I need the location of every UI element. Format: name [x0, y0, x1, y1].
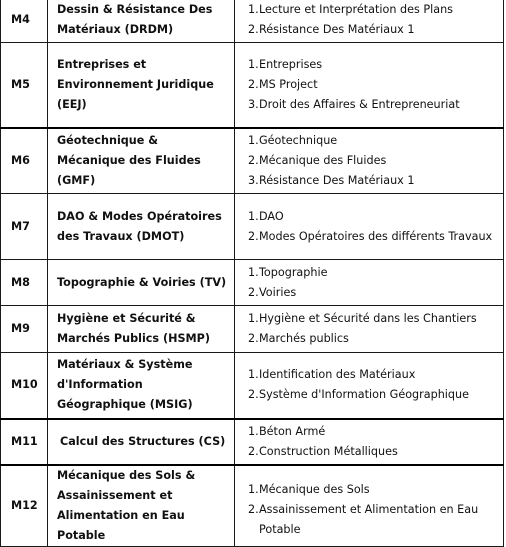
subject-item: 2. Voiries — [248, 285, 297, 299]
subject-item: 1. DAO — [248, 209, 284, 223]
module-subjects — [235, 128, 504, 194]
module-code: M7 — [1, 194, 48, 260]
subject-item: 2. Mécanique des Fluides — [248, 153, 387, 167]
module-code: M11 — [1, 419, 48, 465]
module-row-m4 — [1, 0, 504, 43]
module-subjects — [235, 353, 504, 419]
module-row-m8 — [1, 260, 504, 306]
subject-item: 3. Résistance Des Matériaux 1 — [248, 173, 415, 187]
subject-item: 1. Géotechnique — [248, 133, 338, 147]
module-subjects — [235, 0, 504, 43]
module-name: Topographie & Voiries (TV) — [48, 260, 235, 306]
module-row-m11 — [1, 419, 504, 465]
subject-item: 1. Entreprises — [248, 57, 323, 71]
module-row-m6 — [1, 128, 504, 194]
subject-item: 1. Topographie — [248, 265, 328, 279]
module-name: DAO & Modes Opératoires des Travaux (DMOT) — [48, 194, 235, 260]
subject-item: 3. Droit des Affaires & Entrepreneuriat — [248, 97, 460, 111]
module-name: Entreprises et Environnement Juridique (EEJ) — [48, 43, 235, 128]
module-row-m9 — [1, 306, 504, 353]
module-name: Mécanique des Sols & Assainissement et Alimentation en Eau Potable — [48, 465, 235, 547]
module-name: Calcul des Structures (CS) — [48, 419, 235, 465]
module-subjects — [235, 194, 504, 260]
module-subjects — [235, 306, 504, 353]
subject-item: 2. Marchés publics — [248, 332, 349, 345]
module-code: M12 — [1, 465, 48, 547]
module-code: M6 — [1, 128, 48, 194]
module-name: Géotechnique & Mécanique des Fluides (GMF) — [48, 128, 235, 194]
module-subjects — [235, 419, 504, 465]
subject-item: 2. Système d'Information Géographique — [248, 388, 469, 402]
module-code: M8 — [1, 260, 48, 306]
subject-item: 2. Modes Opératoires des différents Travaux — [248, 229, 493, 243]
subject-item: 2. Construction Métalliques — [248, 444, 398, 458]
module-name: Dessin & Résistance Des Matériaux (DRDM) — [48, 0, 235, 43]
module-code: M10 — [1, 353, 48, 419]
module-subjects — [235, 465, 504, 547]
subject-item: 2. MS Project — [248, 77, 318, 91]
subject-item: 1. Hygiène et Sécurité dans les Chantiers — [248, 312, 477, 325]
subject-item: 1. Mécanique des Sols — [248, 482, 370, 496]
subject-item: 1. Béton Armé — [248, 424, 326, 438]
module-row-m5 — [1, 43, 504, 128]
module-subjects — [235, 260, 504, 306]
subject-item: 1. Lecture et Interprétation des Plans — [248, 3, 453, 16]
module-code: M9 — [1, 306, 48, 353]
subject-item: 1. Identification des Matériaux — [248, 368, 416, 382]
module-name: Matériaux & Système d'Information Géographique (MSIG) — [48, 353, 235, 419]
subject-item: 2. Assainissement et Alimentation en Eau Potable — [248, 502, 479, 536]
module-row-m7 — [1, 194, 504, 260]
module-row-m12 — [1, 465, 504, 547]
module-code: M5 — [1, 43, 48, 128]
module-row-m10 — [1, 353, 504, 419]
module-code: M4 — [1, 0, 48, 43]
module-subjects — [235, 43, 504, 128]
module-name: Hygiène et Sécurité & Marchés Publics (HSMP) — [48, 306, 235, 353]
subject-item: 2. Résistance Des Matériaux 1 — [248, 23, 415, 36]
